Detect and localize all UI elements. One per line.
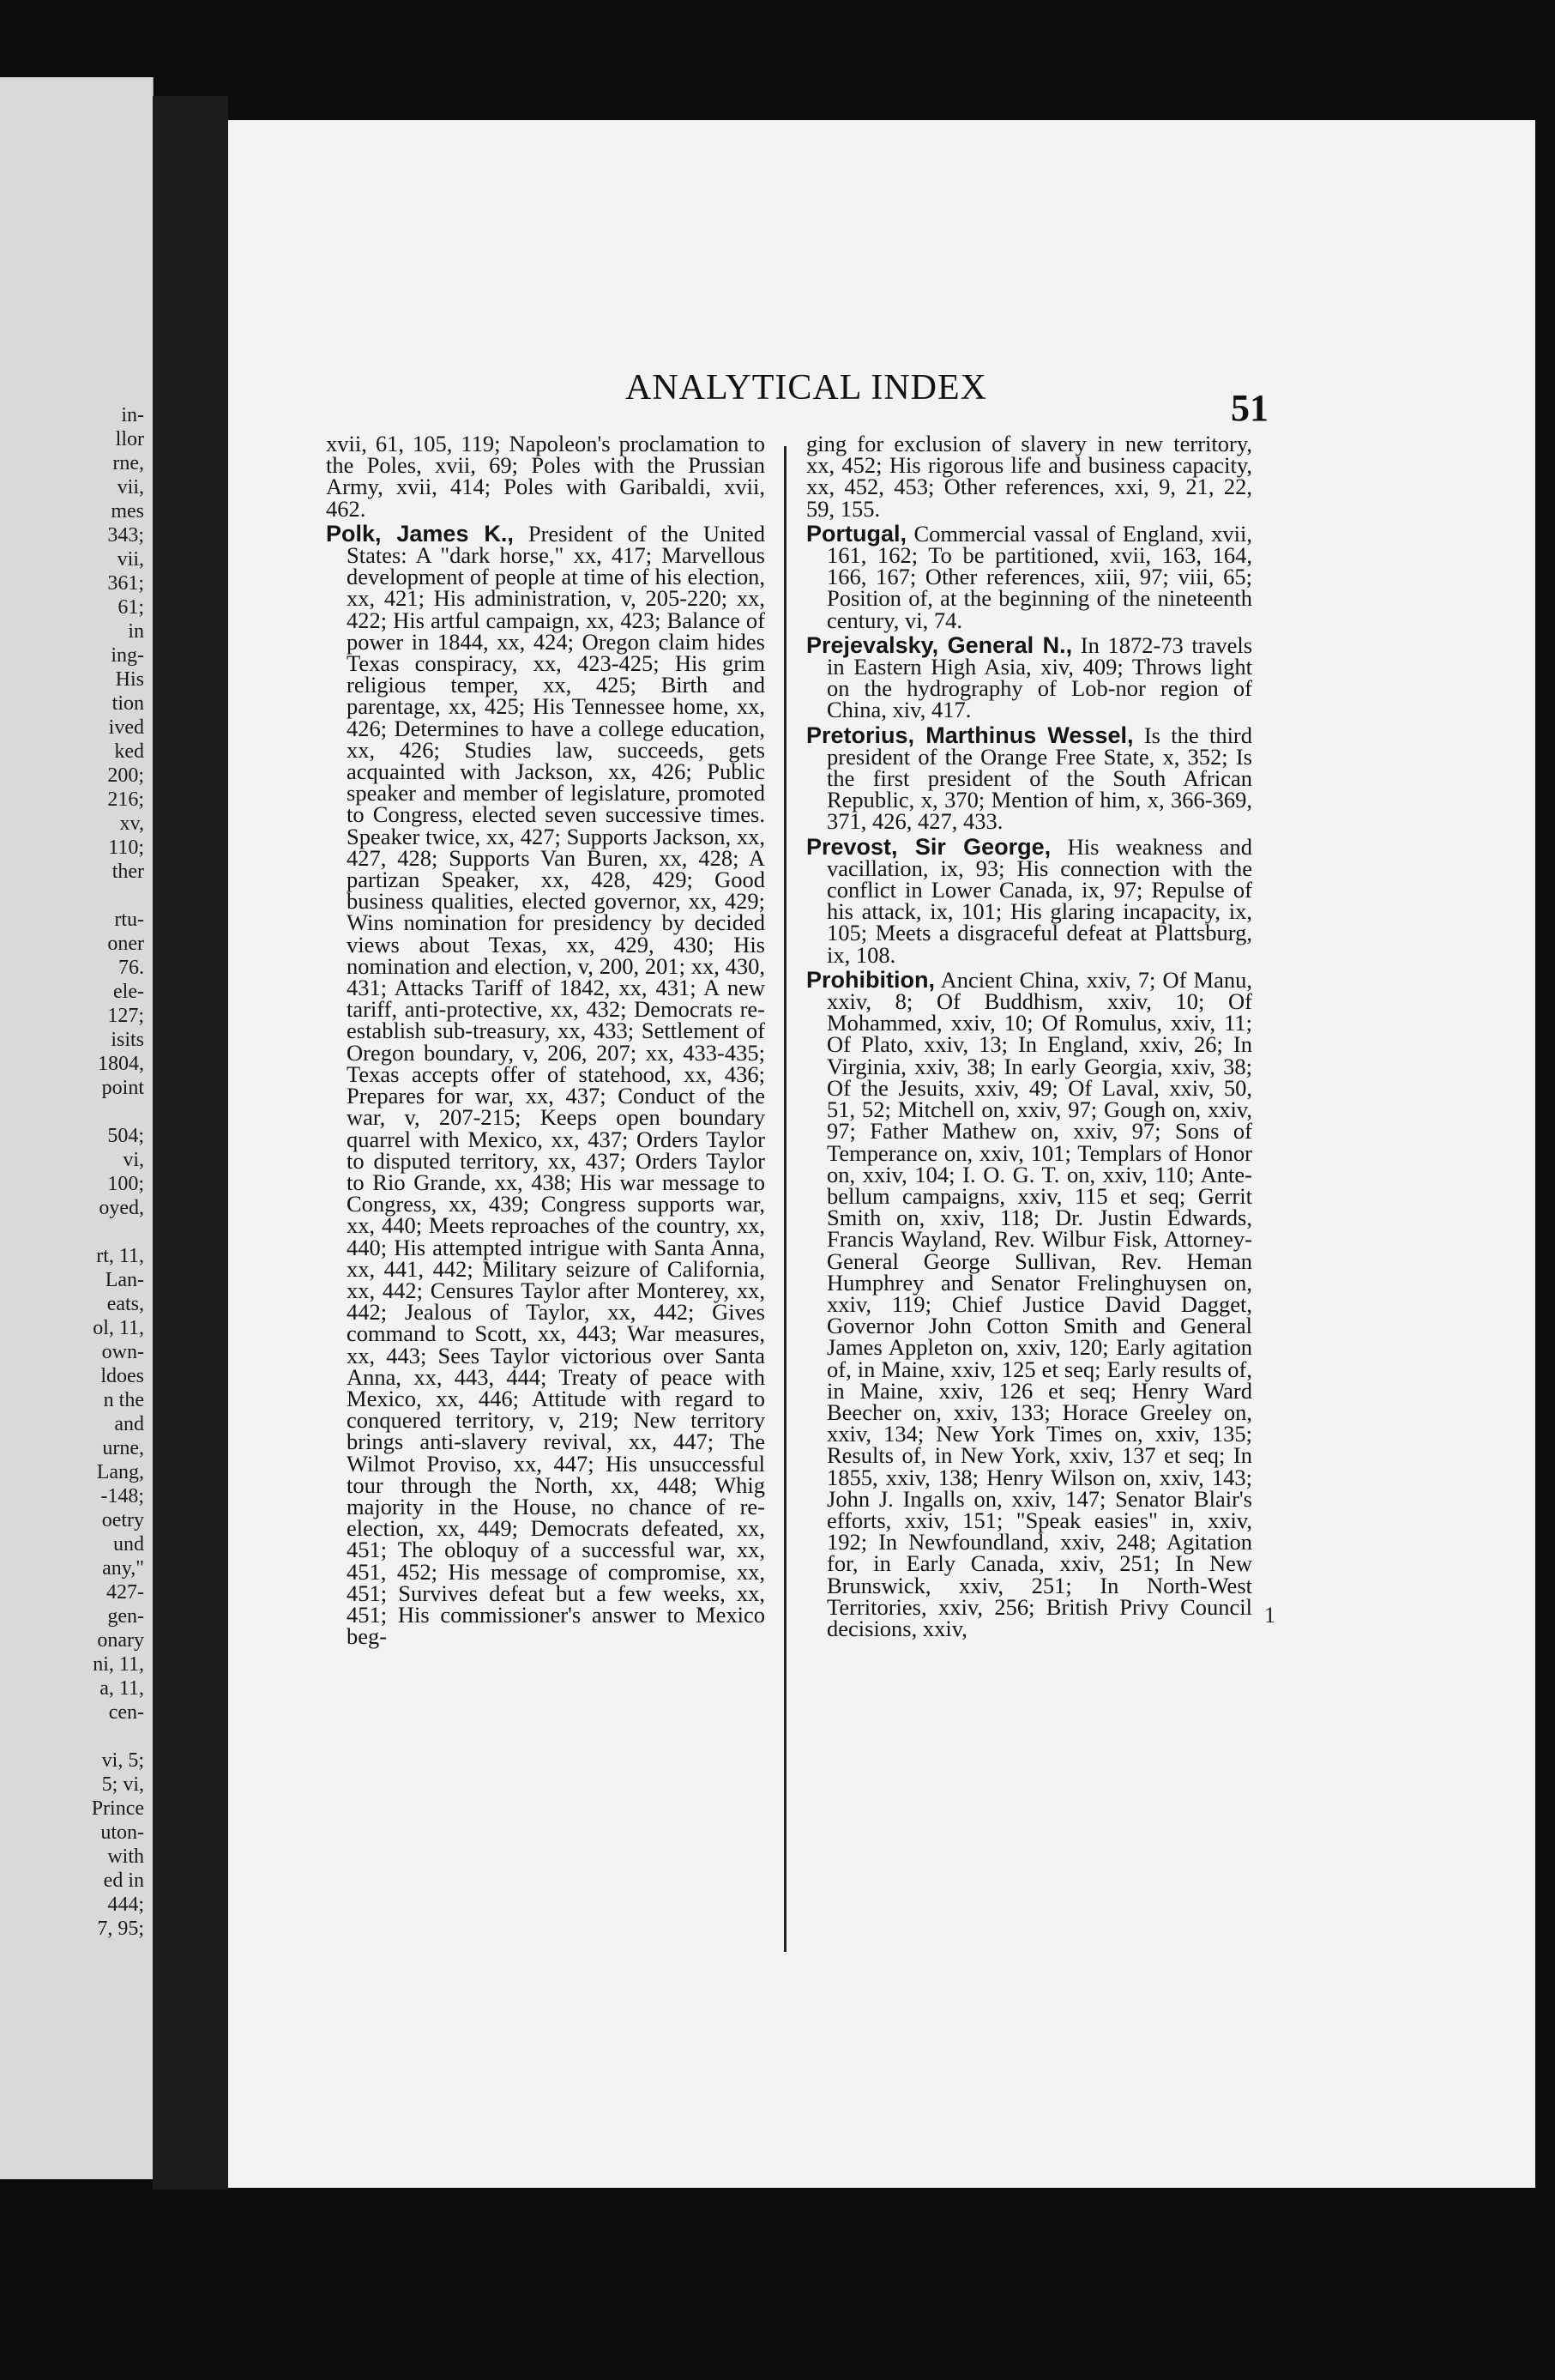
facing-page-fragment: 110; [108, 837, 144, 859]
facing-page-fragment: 100; [107, 1173, 144, 1195]
index-entry-prevost [806, 833, 1252, 968]
fragment-gap [7, 884, 144, 908]
fragment-gap [7, 1220, 144, 1244]
facing-page-fragment: in [128, 620, 144, 643]
facing-page-fragment: in- [121, 404, 144, 426]
facing-page-fragment: rne, [112, 452, 144, 474]
facing-page-fragment: oner [107, 933, 144, 955]
entry-text: In 1872-73 travels in Eastern High Asia, xiv, 409; Throws light on the hydrography of Lob-nor region of China, xiv, 417. [827, 631, 1253, 723]
margin-mark: 1 [1264, 1603, 1275, 1628]
fragment-gap [7, 1725, 144, 1749]
facing-page-fragment: onary [97, 1629, 144, 1652]
facing-page-fragment: ed in [103, 1870, 144, 1892]
book-gutter [153, 96, 228, 2190]
index-column-left [326, 433, 765, 1651]
fragment-gap [7, 1100, 144, 1124]
facing-page-fragment: vi, 5; [101, 1749, 144, 1772]
facing-page-fragment: oetry [101, 1509, 144, 1531]
entry-text: Commercial vassal of England, xvii, 161, 162; To be partitioned, xvii, 163, 164, 166, 167; Other references, xiii, 97; viii, 65; Position of, at the beginning of the nineteenth century, vi, 74. [827, 520, 1252, 633]
facing-page-fragment: ing- [111, 644, 144, 667]
facing-page-fragment: mes [111, 500, 144, 523]
index-entry-continuation: xvii, 61, 105, 119; Napoleon's proclamation to the Poles, xvii, 69; Poles with the Prussian Army, xvii, 414; Poles with Garibaldi, xvii, 462. [326, 431, 765, 522]
facing-page-fragment: 61; [118, 596, 144, 619]
facing-page-fragment: 200; [107, 764, 144, 787]
facing-page-fragment: own- [101, 1341, 144, 1363]
facing-page-fragment: urne, [102, 1437, 144, 1459]
index-entry-pretorius [806, 722, 1253, 835]
facing-page-fragment: 1804, [98, 1053, 144, 1075]
facing-page-fragment: ked [114, 740, 144, 763]
facing-page-fragment: tion [112, 692, 144, 715]
facing-page-fragment: ol, 11, [93, 1317, 144, 1339]
facing-page [0, 77, 154, 2179]
facing-page-fragment: isits [111, 1029, 144, 1051]
facing-page-fragment: ldoes [100, 1365, 144, 1387]
entry-heading: Polk, James K., [326, 520, 514, 547]
facing-page-fragment: Lan- [105, 1269, 144, 1291]
facing-page-fragment: und [113, 1533, 144, 1555]
facing-page-fragment: point [101, 1077, 144, 1099]
page-title: ANALYTICAL INDEX [625, 368, 987, 408]
facing-page-text [7, 403, 144, 1941]
entry-heading: Pretorius, Marthinus Wessel, [806, 722, 1134, 748]
entry-heading: Prevost, Sir George, [806, 833, 1052, 860]
facing-page-fragment: ived [108, 716, 144, 739]
facing-page-fragment: 76. [118, 957, 144, 979]
entry-text: President of the United States: A "dark horse," xx, 417; Marvellous development of people at time of his election, xx, 421; His administration, v, 205-220; xx, 422; His artful campaign, xx, 423; Balance of power in 1844, xx, 424; Oregon claim hides Texas conspiracy, xx, 423-425; His grim religious temper, xx, 425; Birth and parentage, xx, 425; His Tennessee home, xx, 426; Determines to have a college education, xx, 426; Studies law, succeeds, gets acquainted with Jackson, xx, 426; Public speaker and member of legislature, promoted to Congress, elected seven successive times. Speaker twice, xx, 427; Supports Jackson, xx, 427, 428; Supports Van Buren, xx, 428; A partizan Speaker, xx, 428, 429; Good business qualities, elected governor, xx, 429; Wins nomination for presidency by decided views about Texas, xx, 429, 430; His nomination and election, v, 200, 201; xx, 430, 431; Attacks Tariff of 1842, xx, 431; A new tariff, anti-protective, xx, 432; Democrats re-establish sub-treasury, xx, 433; Settlement of Oregon boundary, v, 206, 207; xx, 433-435; Texas accepts offer of statehood, xx, 436; Prepares for war, xx, 437; Conduct of the war, v, 207-215; Keeps open boundary quarrel with Mexico, xx, 437; Orders Taylor to disputed territory, xx, 437; Orders Taylor to Rio Grande, xx, 438; His war message to Congress, xx, 439; Congress supports war, xx, 440; Meets reproaches of the country, xx, 440; His attempted intrigue with Santa Anna, xx, 441, 442; Military seizure of California, xx, 442; Censures Taylor after Monterey, xx, 442; Jealous of Taylor, xx, 442; Gives command to Scott, xx, 443; War measures, xx, 443; Sees Taylor victorious over Santa Anna, xx, 443, 444; Treaty of peace with Mexico, xx, 446; Attitude with regard to conquered territory, v, 219; New territory brings anti-slavery revival, xx, 447; The Wilmot Proviso, xx, 447; His unsuccessful tour through the North, xx, 448; Whig majority in the House, no chance of re-election, xx, 449; Democrats defeated, xx, 451; The obloquy of a successful war, xx, 451, 452; His message of compromise, xx, 451; Survives defeat but a few weeks, xx, 451; His commissioner's answer to Mexico beg- [347, 520, 765, 1650]
facing-page-fragment: a, 11, [99, 1677, 144, 1700]
facing-page-fragment: uton- [100, 1821, 144, 1844]
facing-page-fragment: 5; vi, [101, 1773, 144, 1796]
index-entry-portugal [806, 520, 1252, 633]
facing-page-fragment: xv, [119, 812, 144, 835]
column-divider [784, 446, 787, 1952]
facing-page-fragment: 343; [107, 524, 144, 547]
facing-page-fragment: gen- [107, 1605, 144, 1628]
entry-heading: Portugal, [806, 520, 907, 547]
facing-page-fragment: vi, [123, 1149, 144, 1171]
facing-page-fragment: oyed, [99, 1197, 144, 1219]
facing-page-fragment: ni, 11, [93, 1653, 144, 1676]
entry-text: Ancient China, xxiv, 7; Of Manu, xxiv, 8; Of Buddhism, xxiv, 10; Of Mohammed, xxiv, 10; Of Romulus, xxiv, 11; Of Plato, xxiv, 13; In England, xxiv, 26; In Virginia, xxiv, 38; In early Georgia, xxiv, 38; Of the Jesuits, xxiv, 49; Of Laval, xxiv, 50, 51, 52; Mitchell on, xxiv, 97; Gough on, xxiv, 97; Father Mathew on, xxiv, 97; Sons of Temperance on, xxiv, 101; Templars of Honor on, xxiv, 104; I. O. G. T. on, xxiv, 110; Ante-bellum campaigns, xxiv, 115 et seq; Gerrit Smith on, xxiv, 118; Dr. Justin Edwards, Francis Wayland, Rev. Wilbur Fisk, Attorney-General George Sullivan, Rev. Heman Humphrey and Senator Frelinghuysen on, xxiv, 119; Chief Justice David Dagget, Governor John Cotton Smith and General James Appleton on, xxiv, 120; Early agitation of, in Maine, xxiv, 125 et seq; Early results of, in Maine, xxiv, 126 et seq; Henry Ward Beecher on, xxiv, 133; Horace Greeley on, xxiv, 134; New York Times on, xxiv, 135; Results of, in New York, xxiv, 137 et seq; In 1855, xxiv, 138; Henry Wilson on, xxiv, 143; John J. Ingalls on, xxiv, 147; Senator Blair's efforts, xxiv, 151; "Speak easies" in, xxiv, 192; In Newfoundland, xxiv, 248; Agitation for, in Early Canada, xxiv, 251; In New Brunswick, xxiv, 251; In North-West Territories, xxiv, 256; British Privy Council decisions, xxiv, [827, 966, 1252, 1641]
index-column-right [806, 433, 1252, 1643]
facing-page-fragment: 444; [107, 1894, 144, 1916]
index-entry-continuation: ging for exclusion of slavery in new territory, xx, 452; His rigorous life and business capacity, xx, 452, 453; Other references, xxi, 9, 21, 22, 59, 155. [806, 431, 1252, 522]
facing-page-fragment: rt, 11, [96, 1245, 144, 1267]
facing-page-fragment: rtu- [114, 909, 144, 931]
facing-page-fragment: eats, [106, 1293, 144, 1315]
facing-page-fragment: and [114, 1413, 144, 1435]
facing-page-fragment: vii, [117, 548, 144, 571]
facing-page-fragment: 216; [107, 788, 144, 811]
facing-page-fragment: cen- [108, 1701, 144, 1724]
facing-page-fragment: ther [112, 861, 144, 883]
facing-page-fragment: Prince [91, 1797, 144, 1820]
facing-page-fragment: 427- [106, 1581, 144, 1604]
facing-page-fragment: vii, [117, 476, 144, 498]
index-entry-polk [326, 520, 765, 1650]
facing-page-fragment: His [115, 668, 144, 691]
facing-page-fragment: any," [102, 1557, 144, 1580]
facing-page-fragment: with [107, 1845, 144, 1868]
entry-heading: Prejevalsky, General N., [806, 631, 1073, 658]
page-number: 51 [1231, 387, 1269, 429]
facing-page-fragment: 504; [107, 1125, 144, 1147]
facing-page-fragment: n the [103, 1389, 144, 1411]
entry-heading: Prohibition, [806, 966, 935, 993]
facing-page-fragment: ele- [113, 981, 144, 1003]
facing-page-fragment: llor [115, 428, 144, 450]
index-entry-prejevalsky [806, 631, 1253, 723]
facing-page-fragment: -148; [100, 1485, 144, 1507]
index-entry-prohibition [806, 966, 1252, 1641]
facing-page-fragment: Lang, [96, 1461, 144, 1483]
facing-page-fragment: 7, 95; [97, 1918, 144, 1940]
entry-text: Is the third president of the Orange Free State, x, 352; Is the first president of the South African Republic, x, 370; Mention of him, x, 366-369, 371, 426, 427, 433. [827, 722, 1253, 835]
facing-page-fragment: 127; [107, 1005, 144, 1027]
entry-text: His weakness and vacillation, ix, 93; His connection with the conflict in Lower Canada, ix, 97; Repulse of his attack, ix, 101; His glaring incapacity, ix, 105; Meets a disgraceful defeat at Plattsburg, ix, 108. [827, 833, 1252, 968]
facing-page-fragment: 361; [107, 572, 144, 595]
